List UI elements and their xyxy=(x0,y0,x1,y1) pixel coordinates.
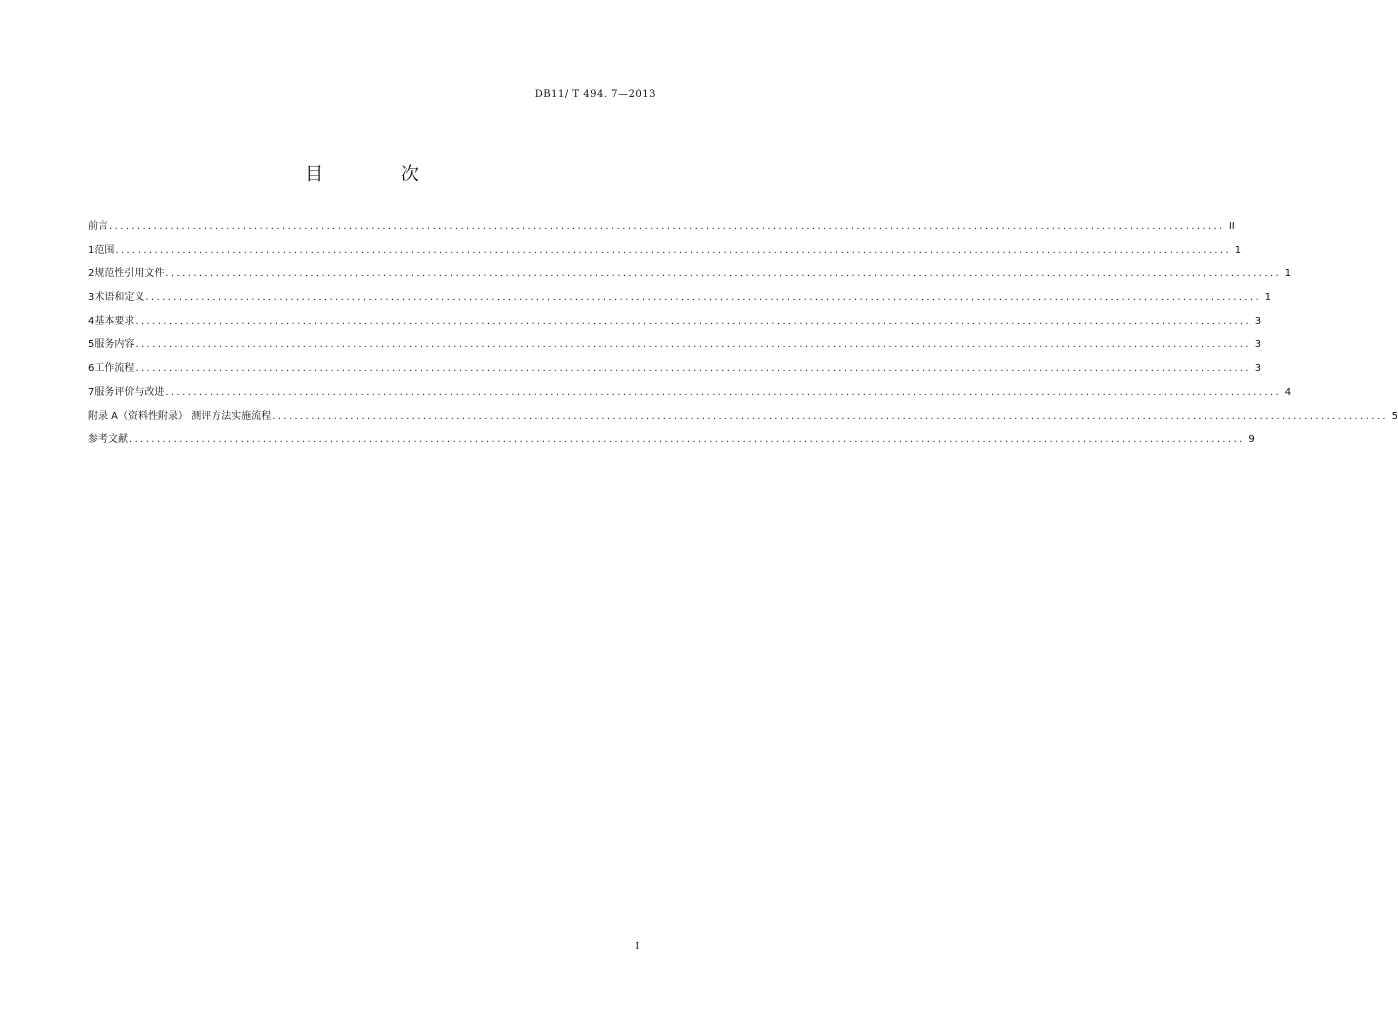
page-number: I xyxy=(635,942,639,952)
toc-leader-dots: ........................................................................................................................................................................................................ xyxy=(135,339,1252,351)
toc-entry-number: 6 xyxy=(88,363,95,375)
toc-entry-page: 3 xyxy=(1254,339,1262,351)
toc-leader-dots: ........................................................................................................................................................................................................ xyxy=(145,292,1262,304)
toc-entry-page: 1 xyxy=(1284,268,1292,280)
toc-entry-label: 附录 A（资料性附录） 测评方法实施流程 xyxy=(88,410,272,422)
toc-entry-number: 4 xyxy=(88,315,95,327)
toc-entry-page: 1 xyxy=(1234,244,1242,256)
toc-entry-number: 7 xyxy=(88,386,95,398)
toc-entry-page: 3 xyxy=(1254,315,1262,327)
toc-entry-number: 1 xyxy=(88,244,95,256)
toc-entry-page: II xyxy=(1228,221,1235,232)
toc-entry-scope[interactable] xyxy=(88,244,1242,269)
toc-entry-number: 3 xyxy=(88,292,95,304)
toc-leader-dots: ........................................................................................................................................................................................................ xyxy=(272,410,1388,422)
toc-entry-workflow[interactable] xyxy=(88,363,1262,387)
toc-entry-evaluation-improvement[interactable] xyxy=(88,386,1292,411)
toc-entry-appendix-a[interactable] xyxy=(88,410,1398,435)
toc-entry-label: 服务评价与改进 xyxy=(94,386,165,398)
toc-entry-number: 5 xyxy=(88,339,95,351)
toc-leader-dots: ........................................................................................................................................................................................................ xyxy=(165,268,1282,280)
toc-entry-page: 4 xyxy=(1284,386,1292,398)
toc-entry-page: 5 xyxy=(1391,410,1398,422)
toc-entry-basic-requirements[interactable] xyxy=(88,315,1262,340)
toc-entry-page: 1 xyxy=(1264,292,1272,304)
toc-leader-dots: ........................................................................................................................................................................................................ xyxy=(115,244,1232,256)
toc-entry-label: 规范性引用文件 xyxy=(94,268,165,280)
toc-entry-terms-definitions[interactable] xyxy=(88,292,1272,316)
toc-title: 目 次 xyxy=(305,164,455,185)
toc-entry-service-content[interactable] xyxy=(88,339,1262,363)
toc-leader-dots: ........................................................................................................................................................................................................ xyxy=(135,363,1252,375)
toc-leader-dots: ........................................................................................................................................................................................................ xyxy=(109,221,1225,232)
toc-entry-label: 服务内容 xyxy=(94,339,135,351)
toc-entry-label: 范围 xyxy=(94,244,115,256)
toc-entry-label: 工作流程 xyxy=(94,363,135,375)
toc-entry-number: 2 xyxy=(88,268,95,280)
toc-entry-foreword[interactable] xyxy=(88,221,1235,245)
toc-leader-dots: ........................................................................................................................................................................................................ xyxy=(135,315,1252,327)
toc-leader-dots: ........................................................................................................................................................................................................ xyxy=(165,386,1282,398)
toc-entry-bibliography[interactable] xyxy=(88,434,1255,458)
toc-entry-label: 参考文献 xyxy=(88,434,128,446)
toc-entry-label: 术语和定义 xyxy=(94,292,145,304)
toc-leader-dots: ........................................................................................................................................................................................................ xyxy=(129,434,1245,446)
toc-entry-label: 基本要求 xyxy=(94,315,135,327)
toc-entry-page: 9 xyxy=(1248,434,1255,446)
toc-entry-page: 3 xyxy=(1254,363,1262,375)
toc-entry-normative-references[interactable] xyxy=(88,268,1292,292)
document-code: DB11/ T 494. 7—2013 xyxy=(534,89,656,100)
toc-entry-label: 前言 xyxy=(88,221,108,232)
toc-list xyxy=(88,221,1398,458)
